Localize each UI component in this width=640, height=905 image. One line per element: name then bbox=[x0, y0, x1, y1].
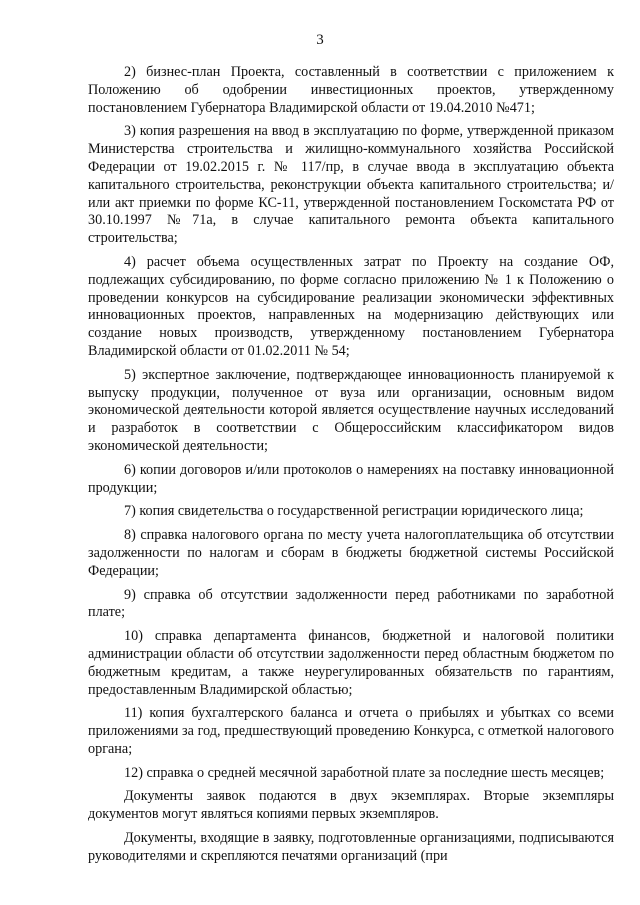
paragraph-item-5: 5) экспертное заключение, подтверждающее инновационность планируемой к выпуску продукции, полученное от вуза или организации, основным видом экономической деятельности которой является осуществление научных исследований и разработок в соответствии с Общероссийским классификатором видов экономической деятельности; bbox=[88, 366, 614, 454]
document-body bbox=[88, 64, 614, 872]
paragraph-item-9: 9) справка об отсутствии задолженности перед работниками по заработной плате; bbox=[88, 586, 614, 621]
paragraph-copies-note: Документы заявок подаются в двух экземплярах. Вторые экземпляры документов могут являться копиями первых экземпляров. bbox=[88, 788, 614, 823]
page-number: 3 bbox=[316, 32, 324, 48]
paragraph-item-10: 10) справка департамента финансов, бюджетной и налоговой политики администрации области об отсутствии задолженности перед областным бюджетом по бюджетным кредитам, а также неурегулированных обязательств по гарантиям, предоставленным Владимирской областью; bbox=[88, 628, 614, 698]
paragraph-item-6: 6) копии договоров и/или протоколов о намерениях на поставку инновационной продукции; bbox=[88, 461, 614, 496]
paragraph-item-4: 4) расчет объема осуществленных затрат по Проекту на создание ОФ, подлежащих субсидированию, по форме согласно приложению № 1 к Положению о проведении конкурсов на субсидирование реализации экономически эффективных инновационных проектов, направленных на модернизацию действующих или создание новых производств, утвержденному постановлением Губернатора Владимирской области от 01.02.2011 № 54; bbox=[88, 253, 614, 359]
paragraph-item-2: 2) бизнес-план Проекта, составленный в соответствии с приложением к Положению об одобрении инвестиционных проектов, утвержденному постановлением Губернатора Владимирской области от 19.04.2010 №471; bbox=[88, 64, 614, 116]
paragraph-item-3: 3) копия разрешения на ввод в эксплуатацию по форме, утвержденной приказом Министерства строительства и жилищно-коммунального хозяйства Российской Федерации от 19.02.2015 г. № 117/пр, в случае ввода в эксплуатацию объекта капитального строительства, реконструкции объекта капитального строительства; и/или акт приемки по форме КС-11, утвержденной постановлением Госкомстата РФ от 30.10.1997 №71а, в случае капитального ремонта объекта капитального строительства; bbox=[88, 123, 614, 247]
paragraph-item-8: 8) справка налогового органа по месту учета налогоплательщика об отсутствии задолженности по налогам и сборам в бюджеты бюджетной системы Российской Федерации; bbox=[88, 527, 614, 579]
paragraph-signature-note: Документы, входящие в заявку, подготовленные организациями, подписываются руководителями и скрепляются печатями организаций (при bbox=[88, 830, 614, 864]
paragraph-item-11: 11) копия бухгалтерского баланса и отчета о прибылях и убытках со всеми приложениями за год, предшествующий проведению Конкурса, с отметкой налогового органа; bbox=[88, 705, 614, 757]
paragraph-item-12: 12) справка о средней месячной заработной плате за последние шесть месяцев; bbox=[124, 764, 605, 781]
paragraph-item-7: 7) копия свидетельства о государственной регистрации юридического лица; bbox=[124, 503, 584, 520]
